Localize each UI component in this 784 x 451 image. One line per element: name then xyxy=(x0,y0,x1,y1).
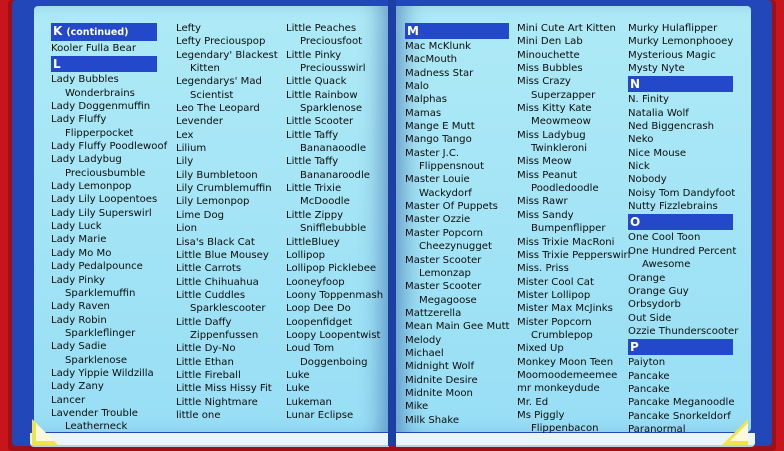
name-entry[interactable]: Ms Piggly xyxy=(517,409,565,421)
name-entry[interactable]: mr monkeydude xyxy=(517,383,600,395)
name-entry[interactable]: Mixed Up xyxy=(517,343,564,355)
name-entry-continuation[interactable]: Preciousbumble xyxy=(65,167,146,179)
name-entry[interactable]: Miss Trixie MacRoni xyxy=(517,236,615,248)
name-entry[interactable]: Lady Doggenmuffin xyxy=(51,101,151,113)
name-entry[interactable]: Miss Trixie Pepperswirl xyxy=(517,249,631,261)
name-entry[interactable]: Legendarys' Mad xyxy=(176,76,262,88)
name-entry[interactable]: Little Carrots xyxy=(176,263,242,275)
letter-header-letter: L xyxy=(53,57,61,72)
name-entry-continuation[interactable]: Awesome xyxy=(642,259,691,271)
name-entry[interactable]: Lady Lily Superswirl xyxy=(51,207,152,219)
name-entry[interactable]: Miss Kitty Kate xyxy=(517,103,592,115)
name-entry-continuation[interactable]: Superzapper xyxy=(531,89,596,101)
name-entry-continuation[interactable]: Sparkleflinger xyxy=(65,327,136,339)
name-entry[interactable]: Mini Den Lab xyxy=(517,36,583,48)
name-entry[interactable]: Lime Dog xyxy=(176,209,225,221)
name-entry[interactable]: Lady Pinky xyxy=(51,274,105,286)
name-entry[interactable]: Legendary' Blackest xyxy=(176,49,278,61)
letter-header-l xyxy=(51,56,157,72)
name-entry[interactable]: Little Taffy xyxy=(286,156,339,168)
name-entry[interactable]: Little Dy-No xyxy=(176,343,236,355)
name-entry-continuation[interactable]: Kitten xyxy=(190,63,220,75)
name-entry-continuation[interactable]: Crumblepop xyxy=(531,329,593,341)
name-entry[interactable]: Madness Star xyxy=(405,67,474,79)
name-entry[interactable]: Orange Guy xyxy=(628,285,689,297)
name-entry[interactable]: Little Quack xyxy=(286,76,347,88)
name-entry[interactable]: Lollipop Picklebee xyxy=(286,263,377,275)
name-entry-continuation[interactable]: Cheezynugget xyxy=(419,241,492,253)
name-entry[interactable]: Orbsydorb xyxy=(628,299,681,311)
name-entry[interactable]: Midnite Desire xyxy=(405,374,478,386)
name-entry[interactable]: Mini Cute Art Kitten xyxy=(517,23,616,34)
name-entry-continuation[interactable]: Preciousswirl xyxy=(300,63,366,75)
letter-header-n xyxy=(628,76,733,92)
name-entry[interactable]: Ozzie Thunderscooter xyxy=(628,325,739,337)
name-entry[interactable]: Lady Marie xyxy=(51,234,107,246)
left-page-edge xyxy=(30,433,389,447)
name-entry[interactable]: Miss Sandy xyxy=(517,209,574,221)
name-entry[interactable]: Lefty xyxy=(176,23,201,34)
name-entry[interactable]: Miss Bubbles xyxy=(517,63,583,75)
name-entry[interactable]: Little Trixie xyxy=(286,183,342,195)
name-entry[interactable]: Levender xyxy=(176,116,224,128)
letter-header-letter: O xyxy=(630,215,641,230)
name-entry[interactable]: Mattzerella xyxy=(405,307,462,319)
name-entry[interactable]: Mango Tango xyxy=(405,134,472,146)
name-entry-continuation[interactable]: Meowmeow xyxy=(531,116,591,128)
name-entry[interactable]: Lancer xyxy=(51,394,86,406)
letter-header-letter: P xyxy=(630,340,639,355)
name-entry[interactable]: Lily Lemonpop xyxy=(176,196,250,208)
name-entry-continuation[interactable]: Poodledoodle xyxy=(531,183,599,195)
name-entry[interactable]: One Cool Toon xyxy=(628,232,701,244)
name-entry[interactable]: Loop Dee Do xyxy=(286,303,351,315)
name-column-6 xyxy=(628,22,739,436)
name-entry-continuation[interactable]: McDoodle xyxy=(300,196,350,208)
name-column-5 xyxy=(517,22,631,436)
name-entry[interactable]: Nick xyxy=(628,161,650,173)
name-entry-continuation[interactable]: Bumpenflipper xyxy=(531,223,606,235)
name-entry-continuation[interactable]: Flippenbacon xyxy=(531,423,599,435)
name-entry-continuation[interactable]: Doggenboing xyxy=(300,356,368,368)
name-entry[interactable]: Lady Zany xyxy=(51,381,104,393)
name-entry-continuation[interactable]: Sparklescooter xyxy=(190,303,266,315)
name-entry[interactable]: Lady Sadie xyxy=(51,341,107,353)
name-entry[interactable]: Mysterious Magic xyxy=(628,49,716,61)
name-entry[interactable]: Master Ozzie xyxy=(405,214,471,226)
name-entry[interactable]: Malo xyxy=(405,81,429,93)
name-entry[interactable]: Lady Fluffy xyxy=(51,114,107,126)
name-entry[interactable]: Melody xyxy=(405,334,442,346)
name-entry[interactable]: Midnite Moon xyxy=(405,387,473,399)
name-entry[interactable]: Malphas xyxy=(405,94,447,106)
name-entry[interactable]: Leo The Leopard xyxy=(176,103,260,115)
name-entry[interactable]: Miss Peanut xyxy=(517,169,578,181)
name-entry[interactable]: Lily xyxy=(176,156,194,168)
name-entry[interactable]: Lily Bumbletoon xyxy=(176,169,258,181)
name-entry-continuation[interactable]: Wonderbrains xyxy=(65,87,135,99)
name-entry-continuation[interactable]: Flipperpocket xyxy=(65,127,134,139)
name-entry[interactable]: N. Finity xyxy=(628,94,669,106)
name-entry[interactable]: Murky Hulaflipper xyxy=(628,23,718,34)
name-entry[interactable]: Looneyfoop xyxy=(286,276,345,288)
name-entry[interactable]: Loud Tom xyxy=(286,343,335,355)
name-entry[interactable]: Mister Lollipop xyxy=(517,289,591,301)
name-entry[interactable]: Mac McKlunk xyxy=(405,41,471,52)
name-entry[interactable]: Pancake xyxy=(628,383,670,395)
name-entry[interactable]: Michael xyxy=(405,347,444,359)
name-entry[interactable]: Mange E Mutt xyxy=(405,121,475,133)
name-entry[interactable]: Milk Shake xyxy=(405,414,460,426)
book-spine xyxy=(388,0,396,446)
name-entry[interactable]: Natalia Wolf xyxy=(628,107,689,119)
name-entry[interactable]: Little Peaches xyxy=(286,23,357,34)
name-entry[interactable]: Miss. Priss xyxy=(517,263,569,275)
name-entry-continuation[interactable]: Zippenfussen xyxy=(190,329,259,341)
name-entry[interactable]: Paranormal xyxy=(628,423,686,435)
name-entry[interactable]: Murky Lemonphooey xyxy=(628,36,734,48)
name-entry[interactable]: Nice Mouse xyxy=(628,147,687,159)
letter-header-k xyxy=(51,23,157,41)
letter-header-letter: K xyxy=(53,24,63,38)
name-entry[interactable]: Little Rainbow xyxy=(286,89,358,101)
name-entry-continuation[interactable]: Bananaoodle xyxy=(300,143,367,155)
name-entry[interactable]: Mister Popcorn xyxy=(517,316,592,328)
name-entry[interactable]: Mean Main Gee Mutt xyxy=(405,321,510,333)
letter-header-subtitle: (continued) xyxy=(66,27,129,38)
name-entry[interactable]: Little Ethan xyxy=(176,356,234,368)
name-column-4 xyxy=(405,22,509,427)
name-entry-continuation[interactable]: Scientist xyxy=(190,89,234,101)
name-entry[interactable]: Lisa's Black Cat xyxy=(176,236,255,248)
name-entry[interactable]: Lady Ladybug xyxy=(51,154,122,166)
name-entry[interactable]: Lady Lily Loopentoes xyxy=(51,194,158,206)
name-entry[interactable]: Pancake Snorkeldorf xyxy=(628,410,731,422)
name-entry[interactable]: Little Blue Mousey xyxy=(176,249,269,261)
name-entry[interactable]: Lollipop xyxy=(286,249,326,261)
name-entry-continuation[interactable]: Megagoose xyxy=(419,294,477,306)
name-entry[interactable]: Minouchette xyxy=(517,49,580,61)
letter-header-p xyxy=(628,339,733,355)
name-entry-continuation[interactable]: Sparklenose xyxy=(65,354,128,366)
name-entry[interactable]: Midnight Wolf xyxy=(405,361,475,373)
name-entry[interactable]: Master Of Puppets xyxy=(405,201,498,213)
name-entry[interactable]: Lady Mo Mo xyxy=(51,247,112,259)
letter-header-letter: M xyxy=(407,24,419,38)
name-entry[interactable]: little one xyxy=(176,409,221,421)
name-entry[interactable]: Little Taffy xyxy=(286,129,339,141)
name-entry[interactable]: Mike xyxy=(405,401,429,413)
name-entry[interactable]: Little Cuddles xyxy=(176,289,246,301)
name-entry[interactable]: Orange xyxy=(628,272,666,284)
letter-header-letter: N xyxy=(630,77,641,92)
name-entry[interactable]: Mr. Ed xyxy=(517,396,549,408)
name-entry[interactable]: Pancake Meganoodle xyxy=(628,397,735,409)
name-entry[interactable]: Little Daffy xyxy=(176,316,232,328)
name-entry-continuation[interactable]: Wackydorf xyxy=(419,187,472,199)
name-entry[interactable]: Lilium xyxy=(176,143,207,155)
name-entry[interactable]: Lady Raven xyxy=(51,301,110,313)
name-entry[interactable]: One Hundred Percent xyxy=(628,245,737,257)
name-entry[interactable]: Master Scooter xyxy=(405,281,482,293)
name-entry[interactable]: Out Side xyxy=(628,312,672,324)
name-entry-continuation[interactable]: Snifflebubble xyxy=(300,223,367,235)
name-entry[interactable]: Luke xyxy=(286,383,310,395)
name-entry[interactable]: Miss Rawr xyxy=(517,196,568,208)
name-entry-continuation[interactable]: Preciousfoot xyxy=(300,36,363,48)
name-entry[interactable]: Nutty Fizzlebrains xyxy=(628,201,718,213)
name-entry[interactable]: Mister Cool Cat xyxy=(517,276,594,288)
name-entry-continuation[interactable]: Bananaroodle xyxy=(300,169,370,181)
name-entry[interactable]: Mysty Nyte xyxy=(628,63,685,75)
name-entry[interactable]: MacMouth xyxy=(405,54,458,66)
name-entry[interactable]: Noisy Tom Dandyfoot xyxy=(628,187,736,199)
name-entry[interactable]: Loopenfidget xyxy=(286,316,353,328)
name-entry[interactable]: Little Scooter xyxy=(286,116,354,128)
name-entry[interactable]: Lunar Eclipse xyxy=(286,409,354,421)
name-entry[interactable]: Monkey Moon Teen xyxy=(517,356,614,368)
name-entry[interactable]: Neko xyxy=(628,134,654,146)
name-entry[interactable]: Lady Robin xyxy=(51,314,107,326)
name-entry[interactable]: Loopy Loopentwist xyxy=(286,329,381,341)
name-entry[interactable]: Little Nightmare xyxy=(176,396,258,408)
name-entry[interactable]: Mamas xyxy=(405,107,442,119)
name-entry[interactable]: Lady Lemonpop xyxy=(51,181,132,193)
name-entry[interactable]: Little Miss Hissy Fit xyxy=(176,383,272,395)
name-entry[interactable]: Little Pinky xyxy=(286,49,342,61)
name-entry[interactable]: Little Zippy xyxy=(286,209,344,221)
name-entry[interactable]: Master J.C. xyxy=(405,147,460,159)
name-entry[interactable]: Paiyton xyxy=(628,357,666,369)
name-entry[interactable]: Luke xyxy=(286,369,310,381)
name-entry[interactable]: Little Fireball xyxy=(176,369,241,381)
name-entry[interactable]: Lefty Preciouspop xyxy=(176,36,266,48)
name-entry-continuation[interactable]: Sparklemuffin xyxy=(65,287,136,299)
name-entry[interactable]: Pancake xyxy=(628,370,670,382)
name-entry[interactable]: Master Popcorn xyxy=(405,227,484,239)
name-entry[interactable]: Lex xyxy=(176,129,194,141)
name-entry[interactable]: Master Scooter xyxy=(405,254,482,266)
name-column-2 xyxy=(176,22,280,422)
name-entry[interactable]: Miss Ladybug xyxy=(517,129,586,141)
name-entry[interactable]: Lady Fluffy Poodlewoof xyxy=(51,141,168,153)
letter-header-o xyxy=(628,214,733,230)
letter-header-m xyxy=(405,23,509,39)
name-entry[interactable]: Little Chihuahua xyxy=(176,276,259,288)
name-entry[interactable]: Lukeman xyxy=(286,396,332,408)
name-entry[interactable]: Miss Crazy xyxy=(517,76,571,88)
name-entry[interactable]: Lady Luck xyxy=(51,221,102,233)
name-entry[interactable]: Lady Yippie Wildzilla xyxy=(51,367,154,379)
name-entry[interactable]: Lily Crumblemuffin xyxy=(176,183,272,195)
name-entry[interactable]: Loony Toppenmash xyxy=(286,289,384,301)
name-column-1 xyxy=(51,22,168,434)
name-entry[interactable]: Moomoodemeemee xyxy=(517,369,618,381)
name-entry[interactable]: Kooler Fulla Bear xyxy=(51,43,136,54)
name-entry-continuation[interactable]: Sparklenose xyxy=(300,103,363,115)
name-entry[interactable]: Ned Biggencrash xyxy=(628,121,715,133)
name-entry-continuation[interactable]: Twinkleroni xyxy=(531,143,588,155)
name-entry[interactable]: Mister Max McJinks xyxy=(517,303,613,315)
name-entry[interactable]: Nobody xyxy=(628,174,667,186)
name-column-3 xyxy=(286,22,386,422)
name-entry-continuation[interactable]: Leatherneck xyxy=(65,421,128,433)
name-entry-continuation[interactable]: Flippensnout xyxy=(419,161,485,173)
name-entry[interactable]: Lavender Trouble xyxy=(51,407,138,419)
name-entry[interactable]: Lady Bubbles xyxy=(51,74,119,86)
name-entry[interactable]: Master Louie xyxy=(405,174,470,186)
name-entry[interactable]: LittleBluey xyxy=(286,236,340,248)
name-entry[interactable]: Lady Pedalpounce xyxy=(51,261,143,273)
name-entry[interactable]: Miss Meow xyxy=(517,156,572,168)
name-entry-continuation[interactable]: Lemonzap xyxy=(419,267,471,279)
name-entry[interactable]: Lion xyxy=(176,223,198,235)
